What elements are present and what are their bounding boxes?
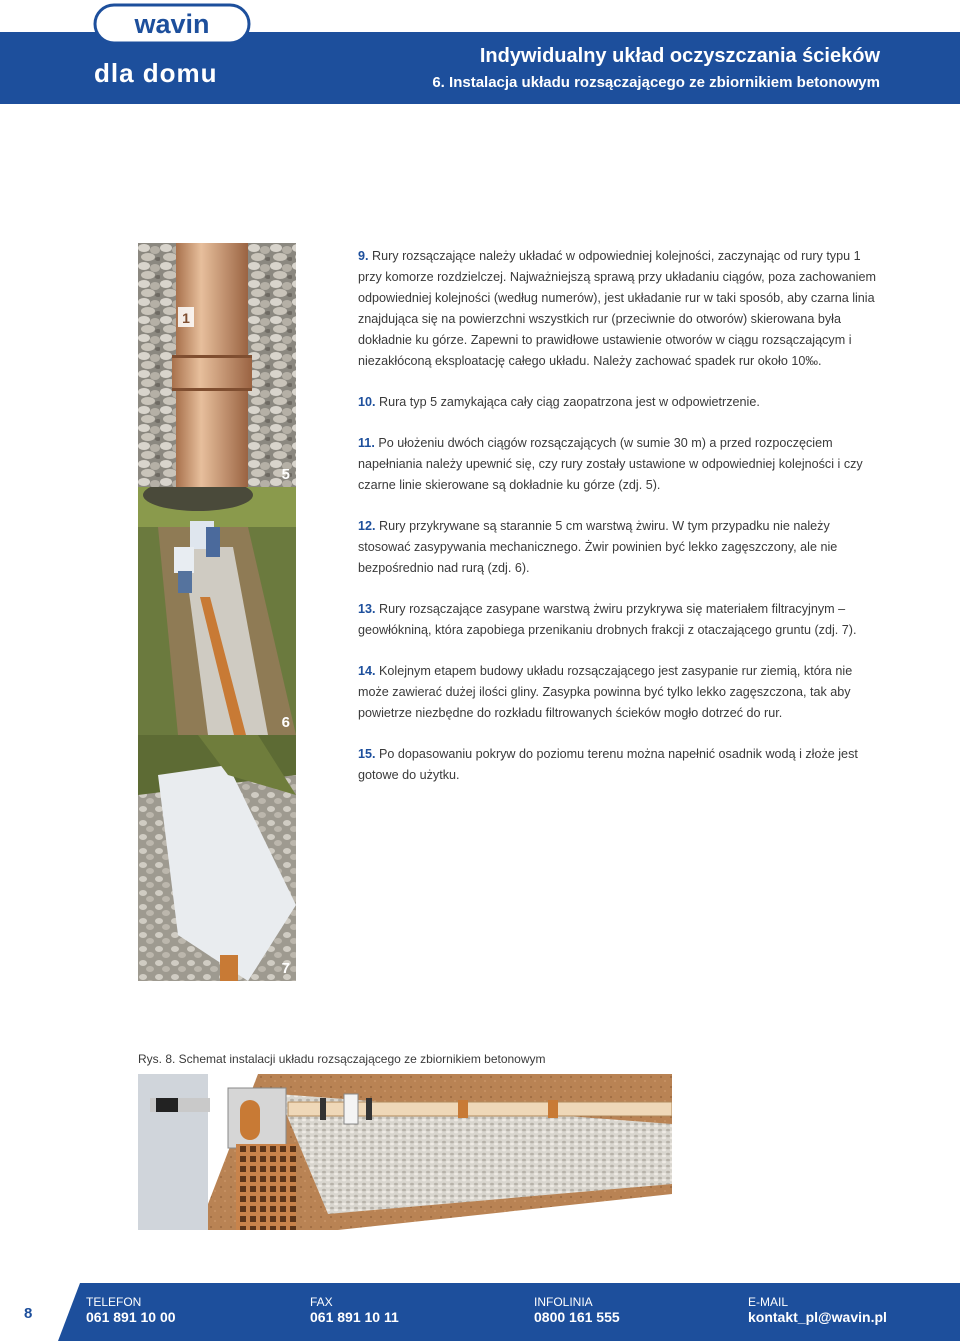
footer (0, 1283, 960, 1341)
step-text: Rura typ 5 zamykająca cały ciąg zaopatrzona jest w odpowietrzenie. (379, 395, 760, 409)
step-9 (358, 246, 884, 372)
step-number: 15. (358, 747, 376, 761)
step-15 (358, 744, 884, 786)
step-14 (358, 661, 884, 724)
instructions (358, 246, 884, 806)
step-number: 10. (358, 395, 376, 409)
contact-label: FAX (310, 1295, 333, 1309)
contact-value[interactable]: 0800 161 555 (534, 1309, 620, 1325)
photo-label: 7 (281, 960, 290, 977)
step-text: Kolejnym etapem budowy układu rozsączającego jest zasypanie rur ziemią, która nie może zawierać dużej ilości gliny. Zasypka powinna być tylko lekko zagęszczona, tak aby powietrze niezbędne do rozkładu filtrowanych ścieków mogło dotrzeć do rur. (358, 664, 853, 720)
step-number: 12. (358, 519, 376, 533)
step-text: Rury rozsączające zasypane warstwą żwiru przykrywa się materiałem filtracyjnym – geowłókniną, która zapobiega przenikaniu drobnych frakcji z otaczającego gruntu (zdj. 7). (358, 602, 857, 637)
step-12 (358, 516, 884, 579)
contact-value: 061 891 10 11 (310, 1309, 399, 1325)
contact-email (748, 1295, 887, 1325)
page-number: 8 (24, 1305, 33, 1322)
step-number: 11. (358, 436, 375, 450)
step-text: Po dopasowaniu pokryw do poziomu terenu można napełnić osadnik wodą i złoże jest gotowe do użytku. (358, 747, 858, 782)
contact-label: TELEFON (86, 1295, 142, 1309)
photo-7-geotextile (138, 735, 296, 981)
photo-5-pipe-in-gravel (138, 243, 296, 487)
contact-infoline (534, 1295, 620, 1325)
page-subtitle: 6. Instalacja układu rozsączającego ze zbiornikiem betonowym (432, 74, 880, 91)
step-number: 13. (358, 602, 376, 616)
step-text: Po ułożeniu dwóch ciągów rozsączających (w sumie 30 m) a przed rozpoczęciem napełniania należy upewnić się, czy rury zostały ustawione w odpowiedniej kolejności i czy czarne linie skierowane są dokładnie ku górze (zdj. 5). (358, 436, 863, 492)
contact-value[interactable]: kontakt_pl@wavin.pl (748, 1309, 887, 1325)
logo-text: wavin (134, 9, 210, 39)
page-title: Indywidualny układ oczyszczania ścieków (479, 45, 880, 67)
step-number: 9. (358, 249, 369, 263)
figure-caption: Rys. 8. Schemat instalacji układu rozsączającego ze zbiornikiem betonowym (138, 1052, 546, 1066)
photo-label: 5 (281, 466, 290, 483)
step-13 (358, 599, 884, 641)
contact-phone (86, 1295, 176, 1325)
photo-6-trench-gravel (138, 487, 296, 735)
contact-label: INFOLINIA (534, 1295, 593, 1309)
contact-label: E-MAIL (748, 1295, 789, 1309)
step-10 (358, 392, 884, 413)
series-title: dla domu (94, 58, 218, 88)
step-text: Rury przykrywane są starannie 5 cm warstwą żwiru. W tym przypadku nie należy stosować zasypywania mechanicznego. Żwir powinien być lekko zagęszczony, ale nie bezpośrednio nad rurą (zdj. 6). (358, 519, 838, 575)
svg-text:1: 1 (182, 310, 190, 326)
contact-fax (310, 1295, 399, 1325)
installation-schematic (138, 1074, 672, 1230)
contact-value[interactable]: 061 891 10 00 (86, 1309, 176, 1325)
photo-label: 6 (281, 714, 290, 731)
step-11 (358, 433, 884, 496)
step-text: Rury rozsączające należy układać w odpowiedniej kolejności, zaczynając od rury typu 1 przy komorze rozdzielczej. Najważniejszą sprawą przy układaniu ciągów, poza zachowaniem odpowiedniej kolejności (według numerów), jest układanie rur w taki sposób, aby czarna linia znajdująca się na powierzchni wszystkich rur (przeciwnie do otworów) skierowana była dokładnie ku górze. Zapewni to prawidłowe ustawienie otworów w ciągu rozsączającym i niezakłóconą eksploatację całego układu. Należy zachować spadek rur około 10‰. (358, 249, 876, 368)
wavin-logo (93, 3, 251, 45)
step-number: 14. (358, 664, 376, 678)
